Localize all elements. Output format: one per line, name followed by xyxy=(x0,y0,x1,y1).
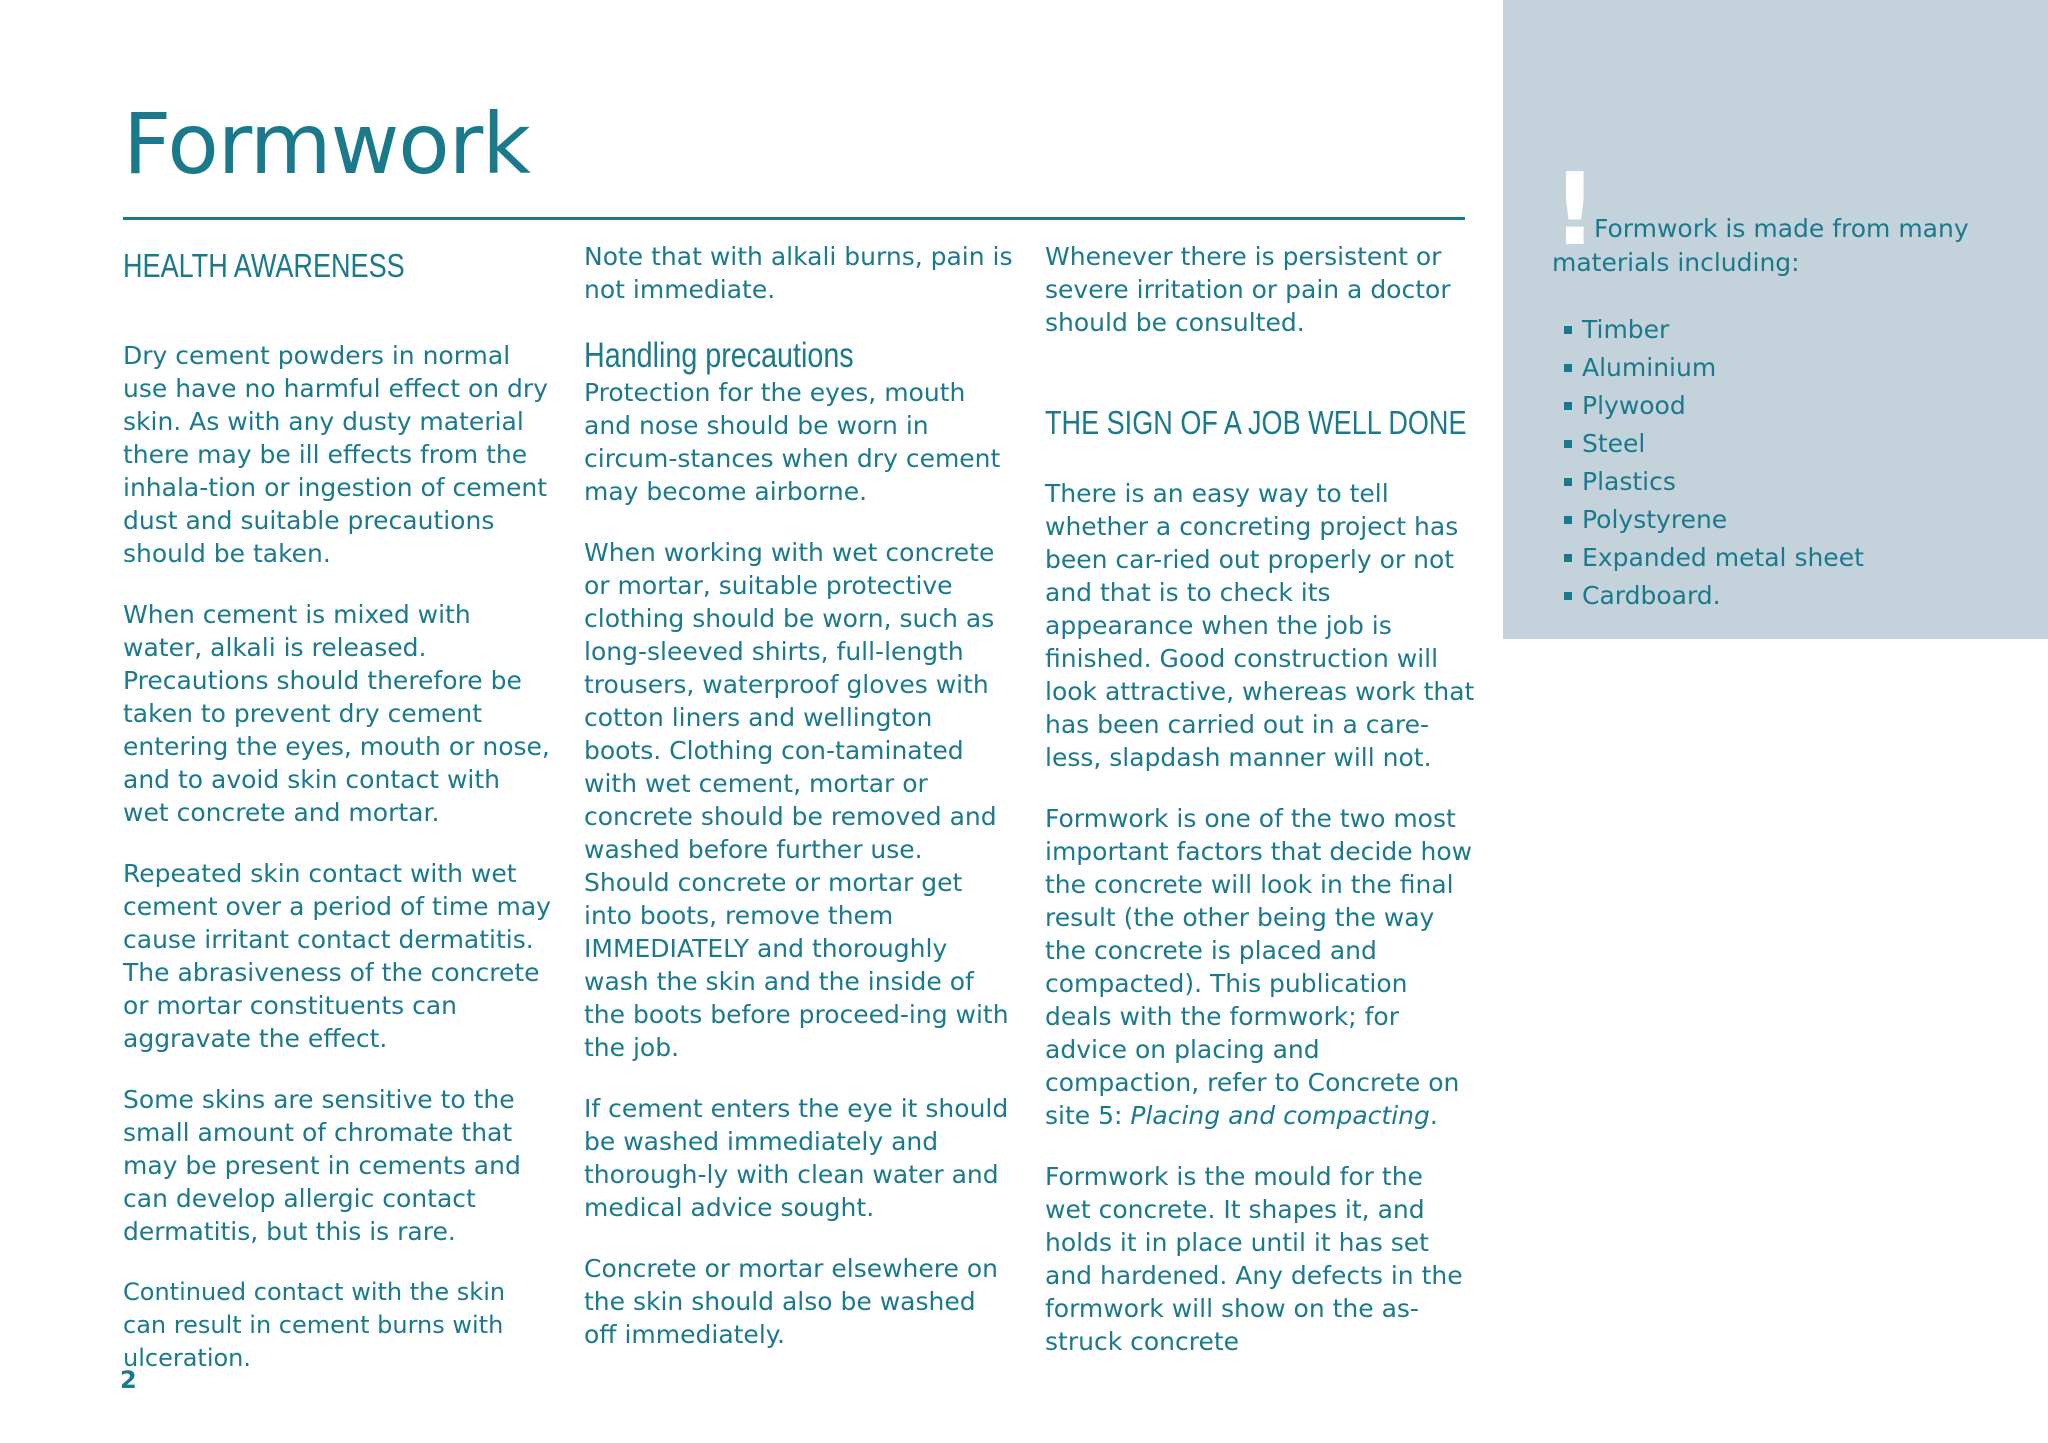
list-item: Plywood xyxy=(1562,387,1864,425)
health-awareness-heading: HEALTH AWARENESS xyxy=(123,247,405,284)
list-item: Plastics xyxy=(1562,463,1864,501)
paragraph: When cement is mixed with water, alkali is released. Precautions should therefore be taken to prevent dry cement entering the eyes, mouth or nose, and to avoid skin contact with wet concrete and mortar. xyxy=(123,600,550,827)
paragraph: Note that with alkali burns, pain is not immediate. xyxy=(584,242,1013,304)
paragraph-text: Formwork is one of the two most important factors that decide how the concrete will look in the final result (the other being the way the concrete is placed and compacted). This publication deals with the formwork; for advice on placing and compaction, refer to Concrete on site 5: xyxy=(1045,804,1473,1130)
materials-list xyxy=(1562,311,1864,615)
list-item: Steel xyxy=(1562,425,1864,463)
paragraph: When working with wet concrete or mortar, suitable protective clothing should be worn, such as long-sleeved shirts, full-length trousers, waterproof gloves with cotton liners and wellington boots. Clothing con-taminated with wet cement, mortar or concrete should be removed and washed before further use. Should concrete or mortar get into boots, remove them IMMEDIATELY and thoroughly wash the skin and the inside of the boots before proceed-ing with the job. xyxy=(584,538,1009,1062)
paragraph: Some skins are sensitive to the small amount of chromate that may be present in cements and can develop allergic contact dermatitis, but this is rare. xyxy=(123,1085,521,1246)
page-title: Formwork xyxy=(123,95,530,193)
paragraph: If cement enters the eye it should be washed immediately and thorough-ly with clean water and medical advice sought. xyxy=(584,1094,1009,1222)
exclamation-icon: ! xyxy=(1552,151,1598,268)
handling-column xyxy=(584,240,1014,1379)
health-awareness-column xyxy=(123,240,553,1403)
page-number: 2 xyxy=(120,1366,137,1394)
paragraph: Protection for the eyes, mouth and nose should be worn in circum-stances when dry cement may become airborne. xyxy=(584,378,1001,506)
list-item: Timber xyxy=(1562,311,1864,349)
paragraph xyxy=(1045,802,1475,1132)
list-item: Polystyrene xyxy=(1562,501,1864,539)
sidebar-intro: Formwork is made from many materials including: xyxy=(1552,214,1969,277)
paragraph: Formwork is the mould for the wet concrete. It shapes it, and holds it in place until it has set and hardened. Any defects in the formwork will show on the as-struck concrete xyxy=(1045,1162,1463,1356)
list-item: Expanded metal sheet xyxy=(1562,539,1864,577)
paragraph: Concrete or mortar elsewhere on the skin should also be washed off immediately. xyxy=(584,1254,998,1349)
paragraph: Continued contact with the skin can result in cement burns with ulceration. xyxy=(123,1278,506,1372)
publication-title: Placing and compacting xyxy=(1130,1101,1430,1130)
paragraph: Dry cement powders in normal use have no harmful effect on dry skin. As with any dusty material there may be ill effects from the inhala-tion or ingestion of cement dust and suitable precautions should be taken. xyxy=(123,341,548,568)
paragraph: Whenever there is persistent or severe irritation or pain a doctor should be consulted. xyxy=(1045,242,1451,337)
paragraph-end: . xyxy=(1429,1101,1438,1130)
title-divider xyxy=(123,217,1465,220)
job-well-done-column xyxy=(1045,240,1475,1386)
handling-precautions-heading: Handling precautions xyxy=(584,336,854,375)
list-item: Cardboard. xyxy=(1562,577,1864,615)
job-well-done-heading: THE SIGN OF A JOB WELL DONE xyxy=(1045,404,1467,441)
list-item: Aluminium xyxy=(1562,349,1864,387)
paragraph: There is an easy way to tell whether a concreting project has been car-ried out properly or not and that is to check its appearance when the job is finished. Good construction will look attractive, whereas work that has been carried out in a care-less, slapdash manner will not. xyxy=(1045,479,1475,772)
paragraph: Repeated skin contact with wet cement over a period of time may cause irritant contact dermatitis. The abrasiveness of the concrete or mortar constituents can aggravate the effect. xyxy=(123,859,551,1053)
